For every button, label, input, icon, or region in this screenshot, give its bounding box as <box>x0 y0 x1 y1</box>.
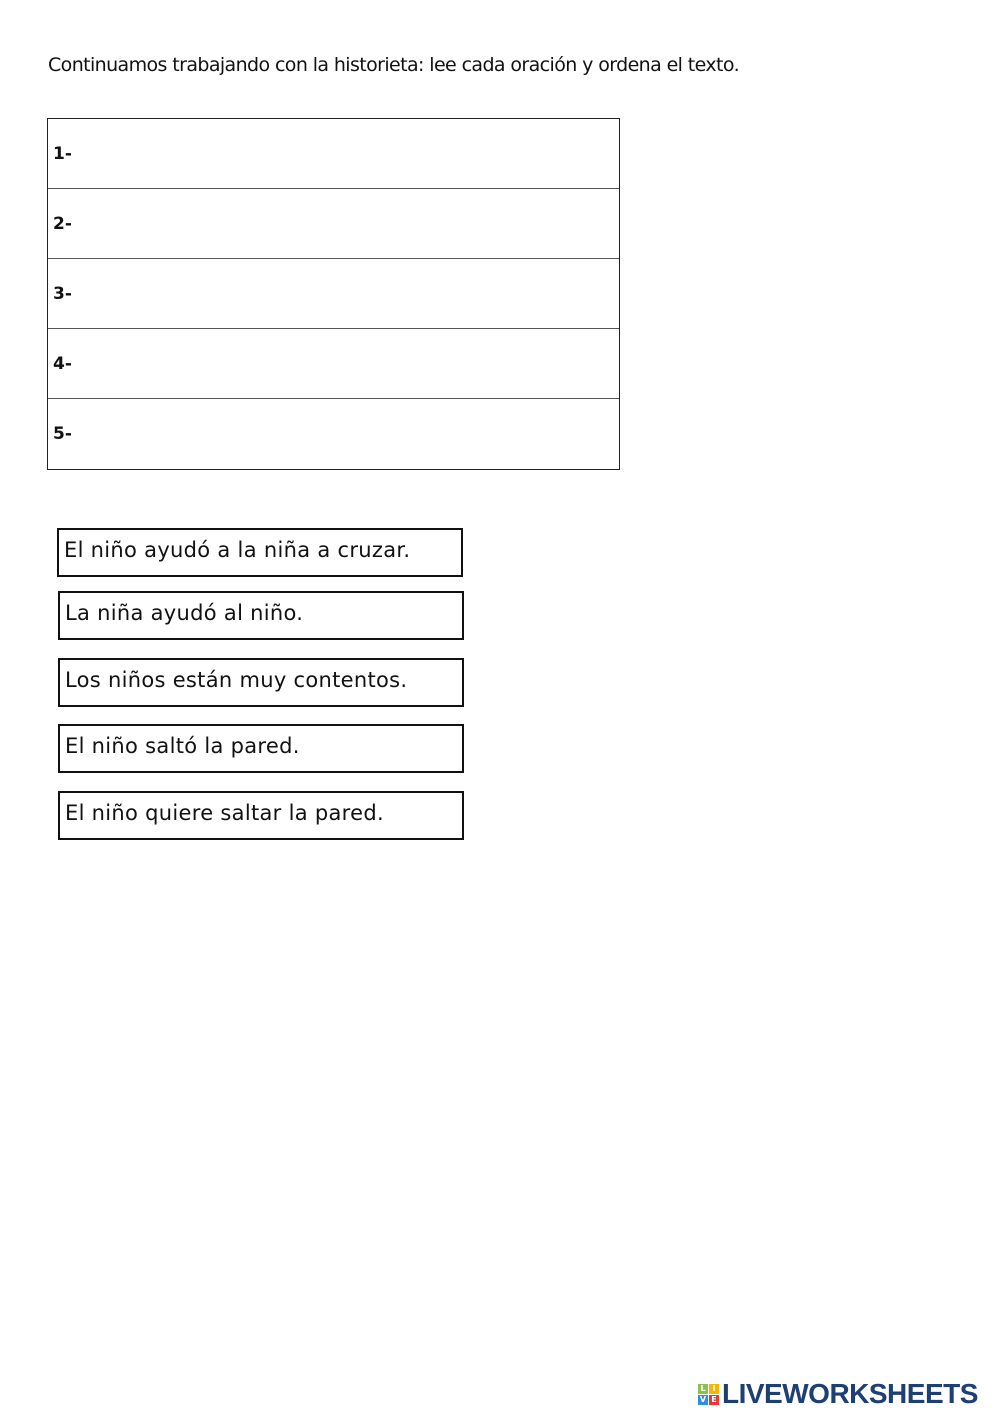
answer-row-5[interactable] <box>48 399 619 469</box>
row-number: 1- <box>53 143 72 164</box>
sentence-card[interactable]: El niño ayudó a la niña a cruzar. <box>57 528 463 577</box>
sentence-card[interactable]: El niño saltó la pared. <box>58 724 464 773</box>
row-number: 2- <box>53 213 72 234</box>
logo-tiles-icon <box>698 1384 719 1405</box>
logo-tile: E <box>709 1395 719 1405</box>
sentence-card[interactable]: Los niños están muy contentos. <box>58 658 464 707</box>
instruction-text: Continuamos trabajando con la historieta: lee cada oración y ordena el texto. <box>48 54 740 76</box>
logo-tile: I <box>709 1384 719 1394</box>
row-number: 3- <box>53 283 72 304</box>
logo-text: LIVEWORKSHEETS <box>722 1378 978 1409</box>
sentence-card[interactable]: El niño quiere saltar la pared. <box>58 791 464 840</box>
liveworksheets-logo <box>698 1378 978 1410</box>
logo-tile: L <box>698 1384 708 1394</box>
logo-tile: V <box>699 1394 707 1404</box>
answer-row-3[interactable] <box>48 259 619 329</box>
row-number: 5- <box>53 424 72 444</box>
sentence-card[interactable]: La niña ayudó al niño. <box>58 591 464 640</box>
answer-row-4[interactable] <box>48 329 619 399</box>
answer-row-1[interactable] <box>48 119 619 189</box>
answer-row-2[interactable] <box>48 189 619 259</box>
row-number: 4- <box>53 353 72 374</box>
answer-table <box>47 118 620 470</box>
